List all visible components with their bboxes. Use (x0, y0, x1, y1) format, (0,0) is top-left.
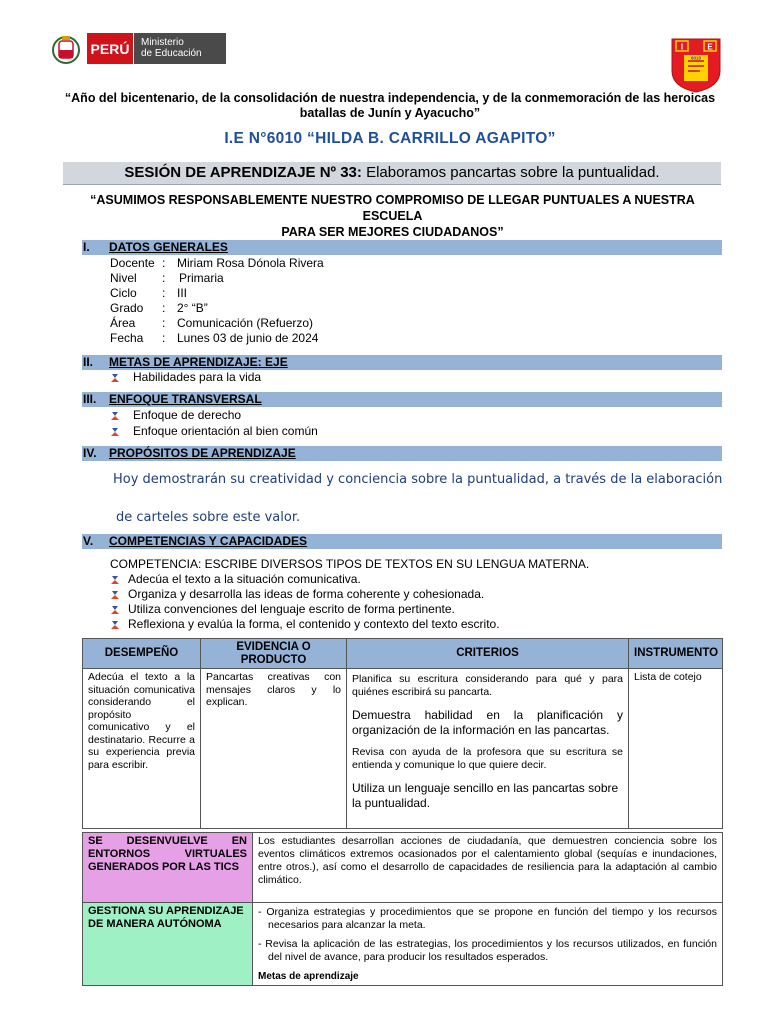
proposito-line2: de carteles sobre este valor. (116, 510, 301, 525)
logo-letter-e: E (707, 42, 713, 52)
section-number: III. (83, 392, 97, 406)
school-name: I.E N°6010 “HILDA B. CARRILLO AGAPITO” (224, 130, 556, 147)
section-title: ENFOQUE TRANSVERSAL (109, 392, 262, 406)
motto-line1: “ASUMIMOS RESPONSABLEMENTE NUESTRO COMPROMISO DE LLEGAR PUNTUALES A NUESTRA ESCUELA (90, 193, 695, 223)
competencia-title: COMPETENCIA: ESCRIBE DIVERSOS TIPOS DE TEXTOS EN SU LENGUA MATERNA. (110, 557, 590, 571)
arrow-bullet-icon (110, 620, 120, 630)
datos-colon: : (162, 256, 166, 270)
criterio-item: Utiliza un lenguaje sencillo en las pancartas sobre la puntualidad. (352, 781, 619, 810)
arrow-bullet-icon (110, 590, 120, 600)
datos-label: Grado (110, 301, 144, 315)
evaluation-table (82, 638, 723, 829)
section-propositos (82, 446, 722, 461)
datos-colon: : (162, 286, 166, 300)
year-slogan (60, 91, 720, 121)
section-number: IV. (83, 446, 97, 460)
section-enfoque (82, 392, 722, 407)
ministerio-label (134, 33, 226, 64)
datos-label: Nivel (110, 271, 137, 285)
datos-colon: : (162, 316, 166, 330)
gestiona-item: - Organiza estrategias y procedimientos que se propone en función del tiempo y los recursos necesarios para alcanzar la meta. (258, 906, 717, 931)
capacidad-item: Reflexiona y evalúa la forma, el contenido y contexto del texto escrito. (128, 617, 500, 631)
datos-value: Comunicación (Refuerzo) (177, 316, 314, 330)
session-title-bar (63, 162, 721, 185)
arrow-bullet-icon (110, 575, 120, 585)
datos-colon: : (162, 271, 166, 285)
datos-label: Fecha (110, 331, 144, 345)
criterio-item: Planifica su escritura considerando para qué y para quiénes escribirá su pancarta. (352, 673, 623, 698)
arrow-bullet-icon (110, 605, 120, 615)
capacidad-item: Utiliza convenciones del lenguaje escrito de forma pertinente. (128, 602, 455, 616)
datos-colon: : (162, 301, 166, 315)
arrow-bullet-icon (110, 411, 120, 421)
header-instrumento: INSTRUMENTO (629, 639, 723, 669)
header-criterios: CRITERIOS (347, 639, 629, 669)
section-title: COMPETENCIAS Y CAPACIDADES (109, 534, 308, 548)
section-number: V. (83, 534, 94, 548)
datos-label: Docente (110, 256, 155, 270)
competencias-transversales-table (82, 832, 723, 986)
section-number: I. (83, 240, 90, 254)
meta-item: Habilidades para la vida (133, 370, 262, 384)
gestiona-text-cell (253, 903, 723, 986)
header-evidencia: EVIDENCIA O PRODUCTO (201, 639, 347, 669)
datos-value: III (177, 286, 188, 300)
section-title: METAS DE APRENDIZAJE: EJE (109, 355, 288, 369)
section-number: II. (83, 355, 94, 369)
datos-value: Primaria (179, 271, 224, 285)
section-competencias (82, 534, 722, 549)
tics-label-cell: SE DESENVUELVE EN ENTORNOS VIRTUALES GENERADOS POR LAS TICS (83, 833, 253, 903)
section-datos-generales (82, 240, 722, 255)
gestiona-label-cell: GESTIONA SU APRENDIZAJE DE MANERA AUTÓNOMA (83, 903, 253, 986)
criterio-item: Demuestra habilidad en la planificación y organización de la información en las pancartas. (352, 708, 623, 737)
gestiona-item: - Revisa la aplicación de las estrategias, los procedimientos y los recursos utilizados, en función del nivel de avance, para producir los resultados esperados. (258, 938, 717, 963)
year-slogan-line1: “Año del bicentenario, de la consolidación de nuestra independencia, y de la conmemoración de las heroicas (64, 91, 716, 105)
arrow-bullet-icon (110, 373, 120, 383)
enfoque-item: Enfoque orientación al bien común (133, 424, 318, 438)
metas-aprendizaje-footer: Metas de aprendizaje (258, 971, 359, 982)
table-row (83, 669, 723, 829)
table-header-row (83, 639, 723, 669)
section-title: DATOS GENERALES (109, 240, 228, 254)
capacidad-item: Organiza y desarrolla las ideas de forma coherente y cohesionada. (128, 587, 485, 601)
peru-label: PERÚ (87, 33, 133, 64)
tics-text-cell: Los estudiantes desarrollan acciones de ciudadanía, que demuestren conciencia sobre los eventos climáticos extremos ocasionados por el calentamiento global (sequías e inundaciones, entre otros.), así como el desarrollo de capacidades de resiliencia para la adaptación al cambio climático. (253, 833, 723, 903)
table-row (83, 903, 723, 986)
evidencia-cell: Pancartas creativas con mensajes claros y lo explican. (201, 669, 347, 829)
logo-letter-i: I (680, 42, 684, 52)
section-title: PROPÓSITOS DE APRENDIZAJE (109, 446, 296, 460)
datos-value: 2° “B” (177, 301, 208, 315)
datos-colon: : (162, 331, 166, 345)
session-motto (70, 192, 715, 240)
table-row (83, 833, 723, 903)
year-slogan-line2: batallas de Junín y Ayacucho” (299, 106, 481, 120)
datos-label: Área (110, 316, 136, 330)
desempeno-cell: Adecúa el texto a la situación comunicativa considerando el propósito comunicativo y el destinatario. Recurre a su experiencia previa para escribir. (83, 669, 201, 829)
proposito-line1: Hoy demostrarán su creatividad y conciencia sobre la puntualidad, a través de la elaboración (113, 472, 723, 487)
peru-coat-of-arms-icon (44, 33, 88, 65)
logo-number: 6010 (690, 55, 702, 61)
enfoque-item: Enfoque de derecho (133, 408, 242, 422)
section-metas (82, 355, 722, 370)
session-label: SESIÓN DE APRENDIZAJE Nº 33: (124, 164, 362, 181)
instrumento-cell: Lista de cotejo (629, 669, 723, 829)
datos-value: Lunes 03 de junio de 2024 (177, 331, 319, 345)
session-title: Elaboramos pancartas sobre la puntualidad. (366, 164, 660, 181)
criterios-cell (347, 669, 629, 829)
arrow-bullet-icon (110, 427, 120, 437)
capacidad-item: Adecúa el texto a la situación comunicativa. (128, 572, 361, 586)
ministerio-line2: de Educación (141, 48, 202, 59)
motto-line2: PARA SER MEJORES CIUDADANOS” (281, 225, 504, 239)
header-desempeno: DESEMPEÑO (83, 639, 201, 669)
school-shield-logo-icon (670, 35, 722, 93)
datos-label: Ciclo (110, 286, 137, 300)
criterio-item: Revisa con ayuda de la profesora que su escritura se entienda y comunique lo que quiere decir. (352, 746, 623, 771)
ministerio-line1: Ministerio (141, 37, 184, 48)
datos-value: Miriam Rosa Dónola Rivera (177, 256, 324, 270)
